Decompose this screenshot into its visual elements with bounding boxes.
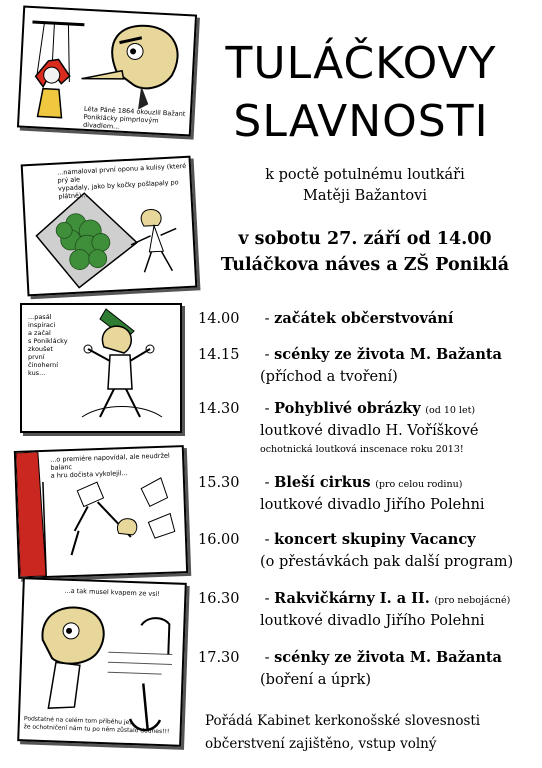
program-separator: - bbox=[260, 401, 275, 417]
program-item bbox=[198, 344, 538, 385]
program-detail: loutkové divadlo Jiřího Polehni bbox=[260, 613, 485, 629]
event-place: Tuláčkova náves a ZŠ Poniklá bbox=[220, 255, 510, 275]
comic-caption-1: Léta Páně 1864 okouzlil Bažant Poniklácky pimprlovým divadlem... bbox=[82, 104, 186, 131]
event-date: v sobotu 27. září od 14.00 bbox=[238, 229, 492, 249]
program-time: 15.30 bbox=[198, 475, 240, 491]
subtitle-line1: k poctě potulnému loutkáři bbox=[265, 167, 465, 183]
program-note: (pro nebojácné) bbox=[434, 595, 511, 606]
program-item bbox=[198, 398, 538, 455]
program-separator: - bbox=[260, 311, 275, 327]
program-title: scénky ze života M. Bažanta bbox=[274, 346, 502, 363]
organizer-line: Pořádá Kabinet kerkonošské slovesnosti bbox=[205, 713, 481, 729]
comic-caption-2: ...namaloval první oponu a kulisy (které prý ale vypadaly, jako by kočky pošlapaly po plátně)... bbox=[56, 161, 187, 201]
comic-panel-4 bbox=[14, 445, 188, 579]
poster-title-line2: SLAVNOSTI bbox=[233, 96, 489, 147]
program-item bbox=[198, 588, 538, 629]
info-line: občerstvení zajištěno, vstup volný bbox=[205, 736, 437, 752]
program-time: 14.00 bbox=[198, 311, 240, 327]
program-title: koncert skupiny Vacancy bbox=[274, 531, 476, 548]
subtitle-line2: Matěji Bažantovi bbox=[303, 188, 427, 204]
comic-panel-3 bbox=[20, 303, 182, 433]
program-item bbox=[198, 647, 538, 688]
program-separator: - bbox=[260, 347, 275, 363]
program-title: Pohyblivé obrázky bbox=[274, 400, 421, 417]
program-extra: ochotnická loutková inscenace roku 2013! bbox=[260, 444, 464, 455]
comic-panel-2 bbox=[21, 156, 198, 297]
program-detail: (boření a úprk) bbox=[260, 672, 372, 688]
program-detail: (příchod a tvoření) bbox=[260, 369, 398, 385]
program-time: 16.30 bbox=[198, 591, 240, 607]
program-title: Rakvičkárny I. a II. bbox=[274, 590, 430, 607]
program-detail: (o přestávkách pak další program) bbox=[260, 554, 514, 570]
program-separator: - bbox=[260, 650, 275, 666]
comic-panel-5 bbox=[17, 577, 187, 747]
program-title: začátek občerstvování bbox=[274, 310, 454, 327]
program-separator: - bbox=[260, 591, 275, 607]
comic-caption-5-bottom: Podstatné na celém tom příběhu je, že ochotničení nám tu po něm zůstalo dodnes!!! bbox=[23, 715, 170, 735]
program-separator: - bbox=[260, 475, 275, 491]
program-title: scénky ze života M. Bažanta bbox=[274, 649, 502, 666]
program-time: 14.30 bbox=[198, 401, 240, 417]
program-note: (pro celou rodinu) bbox=[375, 479, 463, 490]
program-detail: loutkové divadlo H. Voříškové bbox=[260, 423, 479, 439]
comic-caption-5: ...a tak musel kvapem ze vsi! bbox=[64, 586, 161, 598]
program-item bbox=[198, 472, 538, 513]
comic-caption-4: ...o premiére napovídal, ale neudržel balanc a hru dočista vykolejil... bbox=[50, 451, 170, 480]
program-time: 16.00 bbox=[198, 532, 240, 548]
program-item bbox=[198, 529, 538, 570]
comic-caption-3: ...pasál inspiraci a začal s Poniklácky zkoušet první činoherní kus... bbox=[28, 313, 68, 377]
poster-title-line1: TULÁČKOVY bbox=[225, 38, 497, 89]
program-item bbox=[198, 308, 538, 330]
program-list bbox=[198, 308, 538, 698]
program-separator: - bbox=[260, 532, 275, 548]
program-note: (od 10 let) bbox=[425, 405, 476, 416]
program-time: 14.15 bbox=[198, 347, 240, 363]
program-title: Bleší cirkus bbox=[274, 474, 371, 491]
program-detail: loutkové divadlo Jiřího Polehni bbox=[260, 497, 485, 513]
comic-panel-1 bbox=[17, 6, 197, 137]
program-time: 17.30 bbox=[198, 650, 240, 666]
